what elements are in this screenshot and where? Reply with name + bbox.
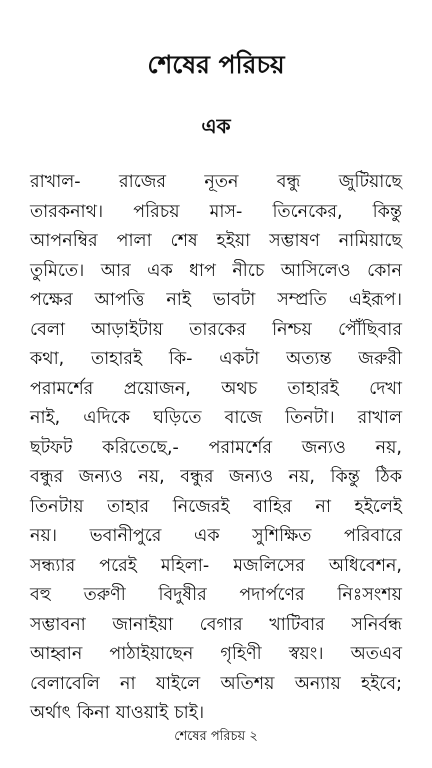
text-word: স্বয়ং। xyxy=(288,644,324,664)
text-word: জুটিয়াছে xyxy=(338,172,402,192)
text-word: হইলেই xyxy=(354,496,402,517)
text-word: বেলাবেলি xyxy=(30,673,100,694)
chapter-title: এক xyxy=(201,114,231,138)
text-word: বহু xyxy=(30,585,51,605)
text-word: পরিবারে xyxy=(343,526,402,546)
text-word: ছটফট xyxy=(30,437,73,458)
page-footer: শেষের পরিচয় ২ xyxy=(174,729,258,744)
text-word: পাঠাইয়াছেন xyxy=(109,644,194,664)
text-word: অত্যন্ত xyxy=(286,349,332,369)
text-line xyxy=(30,699,402,729)
text-line xyxy=(30,434,402,464)
text-line xyxy=(30,552,402,582)
text-word: আর xyxy=(100,260,131,281)
text-line xyxy=(30,316,402,346)
text-word: তুমিতে। xyxy=(30,260,85,281)
text-word: সনির্বন্ধ xyxy=(351,614,402,635)
text-word: ঘড়িতে xyxy=(153,408,202,428)
text-word: হইবে; xyxy=(361,673,402,694)
text-word: বিদুষীর xyxy=(158,585,207,605)
text-word: আপত্তি xyxy=(94,290,145,310)
text-word: পৌঁছিবার xyxy=(337,319,402,340)
text-word: তারকের xyxy=(189,319,246,340)
text-word: গৃহিণী xyxy=(220,644,262,664)
text-word: চাই। xyxy=(174,703,205,723)
text-word: রাজের xyxy=(119,172,167,192)
text-word: এইরূপ। xyxy=(348,290,402,310)
text-word: হইয়া xyxy=(216,231,251,251)
text-word: জন্যও xyxy=(301,437,346,458)
text-word: নূতন xyxy=(204,172,239,192)
text-line xyxy=(30,640,402,670)
book-title: শেষের পরিচয় xyxy=(147,50,285,79)
text-word: তাহার xyxy=(107,496,150,517)
text-line xyxy=(30,345,402,375)
text-word: সন্ধ্যার xyxy=(30,555,76,576)
text-line xyxy=(30,198,402,228)
text-word: আহ্বান xyxy=(30,644,83,664)
text-word: জরুরী xyxy=(358,349,402,369)
text-line xyxy=(30,375,402,405)
text-word: না xyxy=(315,496,331,517)
text-word: পদার্পণের xyxy=(239,585,305,605)
text-word: বন্ধুর xyxy=(30,467,64,487)
text-word: তাহারই xyxy=(287,378,339,399)
text-word: সম্ভাষণ xyxy=(269,231,320,251)
text-line xyxy=(30,581,402,611)
text-word: ঠিক xyxy=(375,467,402,487)
text-line xyxy=(30,227,402,257)
text-line xyxy=(30,522,402,552)
text-word: বাজে xyxy=(224,408,263,428)
text-word: মহিলা- xyxy=(160,555,210,576)
text-word: পালা xyxy=(116,231,152,251)
text-word: মজলিসের xyxy=(233,555,305,576)
text-word: কোন xyxy=(367,260,402,281)
text-word: নিশ্চয় xyxy=(272,319,312,340)
text-word: নয়। xyxy=(30,526,58,546)
text-word: নীচে xyxy=(232,260,265,281)
text-word: নয়, xyxy=(138,467,165,487)
text-word: সম্ভাবনা xyxy=(30,614,86,635)
text-word: সম্প্রতি xyxy=(277,290,327,310)
text-line xyxy=(30,286,402,316)
text-word: যাওয়াই xyxy=(115,703,169,723)
text-word: কিন্তু xyxy=(372,201,402,222)
text-word: অথচ xyxy=(221,378,258,399)
text-word: সুশিক্ষিত xyxy=(252,526,312,546)
text-word: তারকনাথ। xyxy=(30,201,104,222)
text-word: প্রয়োজন, xyxy=(123,378,191,399)
text-word: ভবানীপুরে xyxy=(89,526,162,546)
text-word: কথা, xyxy=(30,349,65,369)
text-word: রাখাল xyxy=(357,408,402,428)
text-word: কিনা xyxy=(76,703,110,723)
text-word: অতিশয় xyxy=(220,673,275,694)
text-word: পরামর্শের xyxy=(30,378,94,399)
text-word: আপনম্বির xyxy=(30,231,98,251)
text-word: বন্ধুর xyxy=(180,467,214,487)
text-word: তিনটায় xyxy=(30,496,84,517)
text-word: কিন্তু xyxy=(330,467,360,487)
text-word: পরেই xyxy=(99,555,137,576)
text-word: নামিয়াছে xyxy=(338,231,402,251)
text-word: এক xyxy=(194,526,220,546)
text-word: কি- xyxy=(168,349,193,369)
text-word: যাইলে xyxy=(155,673,201,694)
text-word: জানাইয়া xyxy=(112,614,174,635)
text-word: দেখা xyxy=(369,378,402,399)
text-line xyxy=(30,670,402,700)
text-word: তিনটা। xyxy=(285,408,335,428)
text-line xyxy=(30,168,402,198)
text-word: নিঃসংশয় xyxy=(337,585,402,605)
text-word: জন্যও xyxy=(78,467,123,487)
text-word: না xyxy=(120,673,136,694)
text-word: নিজেরই xyxy=(172,496,230,517)
text-word: নয়, xyxy=(288,467,315,487)
text-line xyxy=(30,257,402,287)
text-word: এদিকে xyxy=(83,408,131,428)
text-word: পক্ষের xyxy=(30,290,73,310)
text-word: ধাপ xyxy=(189,260,216,281)
text-word: অর্থাৎ xyxy=(30,703,71,723)
text-word: তিনেকের, xyxy=(272,201,343,222)
text-word: অন্যায় xyxy=(294,673,341,694)
text-word: এক xyxy=(147,260,173,281)
text-word: পরিচয় xyxy=(133,201,180,222)
text-word: মাস- xyxy=(209,201,243,222)
text-line xyxy=(30,493,402,523)
text-word: অতএব xyxy=(350,644,402,664)
text-word: বন্ধু xyxy=(276,172,301,192)
text-line xyxy=(30,611,402,641)
text-word: বেগার xyxy=(199,614,243,635)
text-word: বেলা xyxy=(30,319,65,340)
text-word: নাই xyxy=(166,290,191,310)
text-word: একটা xyxy=(219,349,260,369)
text-word: করিতেছে,- xyxy=(102,437,179,458)
text-word: নয়, xyxy=(375,437,402,458)
text-word: তাহারই xyxy=(90,349,143,369)
text-word: আসিলেও xyxy=(280,260,351,281)
text-word: রাখাল- xyxy=(30,172,81,192)
body-text xyxy=(30,168,402,729)
text-word: পরামর্শের xyxy=(208,437,272,458)
text-word: ভাবটা xyxy=(212,290,256,310)
text-line xyxy=(30,463,402,493)
text-word: খাটিবার xyxy=(269,614,325,635)
text-word: অধিবেশন, xyxy=(328,555,402,576)
text-word: শেষ xyxy=(170,231,198,251)
text-word: বাহির xyxy=(253,496,292,517)
text-word: আড়াইটায় xyxy=(91,319,164,340)
text-line xyxy=(30,404,402,434)
text-word: তরুণী xyxy=(83,585,126,605)
text-word: নাই, xyxy=(30,408,61,428)
text-word: জন্যও xyxy=(229,467,274,487)
